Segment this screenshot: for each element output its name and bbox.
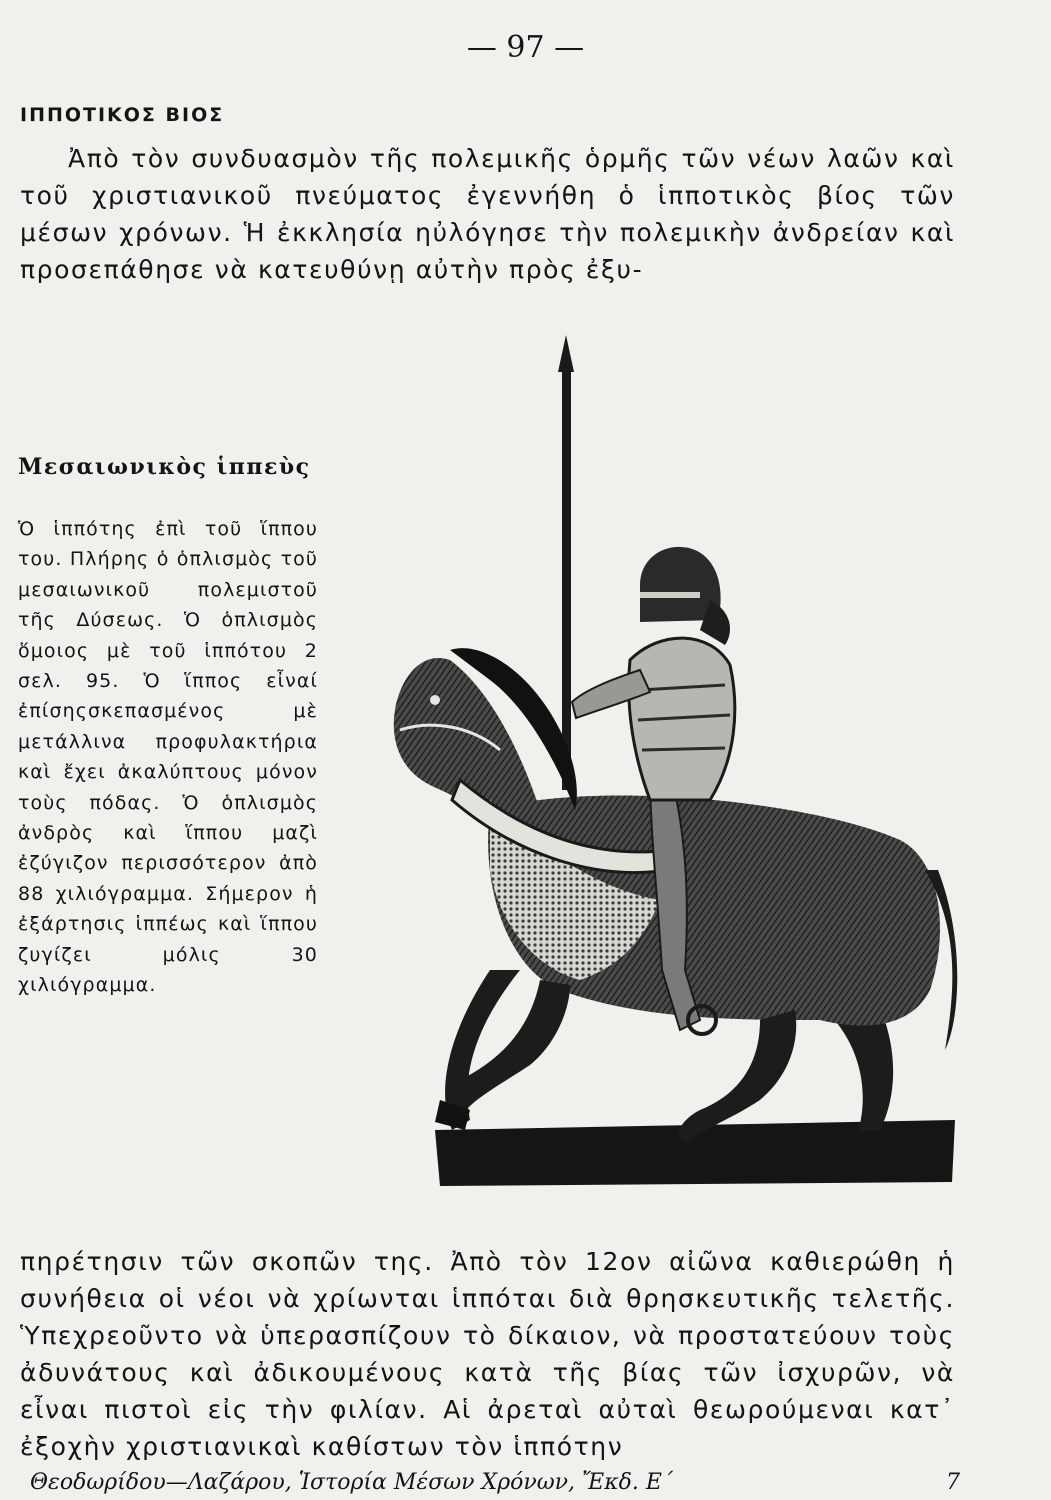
page-number: — 97 — xyxy=(466,30,585,65)
footer-signature: 7 xyxy=(946,1470,960,1495)
paragraph-bottom: πηρέτησιν τῶν σκοπῶν της. Ἀπὸ τὸν 12ον αἰῶνα καθιερώθη ἡ συνήθεια οἱ νέοι νὰ χρίωνται ἱππόται διὰ θρησκευτικῆς τελετῆς. Ὑπεχρεοῦντο νὰ ὑπερασπίζουν τὸ δίκαιον, νὰ προστατεύουν τοὺς ἀδυνάτους καὶ ἀδικουμένους κατὰ τῆς βίας τῶν ἰσχυρῶν, νὰ εἶναι πιστοὶ εἰς τὴν φιλίαν. Αἱ ἀρεταὶ αὐταὶ θεωρούμεναι κατ᾽ ἐξοχὴν χριστιανικαὶ καθίστων τὸν ἱππότην xyxy=(20,1247,955,1461)
lance xyxy=(562,370,571,790)
horse-hind-leg xyxy=(679,1010,797,1142)
page-footer xyxy=(30,1470,960,1500)
caption-title: Μεσαιωνικὸς ἱππεὺς xyxy=(18,454,311,480)
footer-credit: Θεοδωρίδου—Λαζάρου, Ἱστορία Μέσων Χρόνων, Ἔκδ. Ε΄ xyxy=(30,1470,673,1495)
caption-text: Ὁ ἱππότης ἐπὶ τοῦ ἵππου του. Πλήρης ὁ ὁπλισμὸς τοῦ μεσαιωνικοῦ πολεμιστοῦ τῆς Δύσεως. Ὁ ὁπλισμὸς ὅμοιος μὲ τοῦ ἱππότου 2 σελ. 95. Ὁ ἵππος εἶναί ἐπίσηςσκεπασμένος μὲ μετάλλινα προφυλακτήρια καὶ ἔχει ἀκαλύπτους μόνον τοὺς πόδας. Ὁ ὁπλισμὸς ἀνδρὸς καὶ ἵππου μαζὶ ἐζύγιζον περισσότερον ἀπὸ 88 χιλιόγραμμα. Σήμερον ἡ ἐξάρτησις ἱππέως καὶ ἵππου ζυγίζει μόλις 30 χιλιόγραμμα. xyxy=(18,518,318,997)
section-title: ΙΠΠΟΤΙΚΟΣ ΒΙΟΣ xyxy=(20,104,225,126)
knight-on-horse-illustration xyxy=(340,330,970,1190)
lance-tip xyxy=(558,335,574,372)
horse-eye xyxy=(430,695,440,705)
helmet-visor-slit xyxy=(640,592,700,598)
paragraph-top: Ἀπὸ τὸν συνδυασμὸν τῆς πολεμικῆς ὁρμῆς τῶν νέων λαῶν καὶ τοῦ χριστιανικοῦ πνεύματος ἐγεννήθη ὁ ἱπποτικὸς βίος τῶν μέσων χρόνων. Ἡ ἐκκλησία ηὐλόγησε τὴν πολεμικὴν ἀνδρείαν καὶ προσεπάθησε νὰ κατευθύνῃ αὐτὴν πρὸς ἐξυ- xyxy=(20,144,955,284)
